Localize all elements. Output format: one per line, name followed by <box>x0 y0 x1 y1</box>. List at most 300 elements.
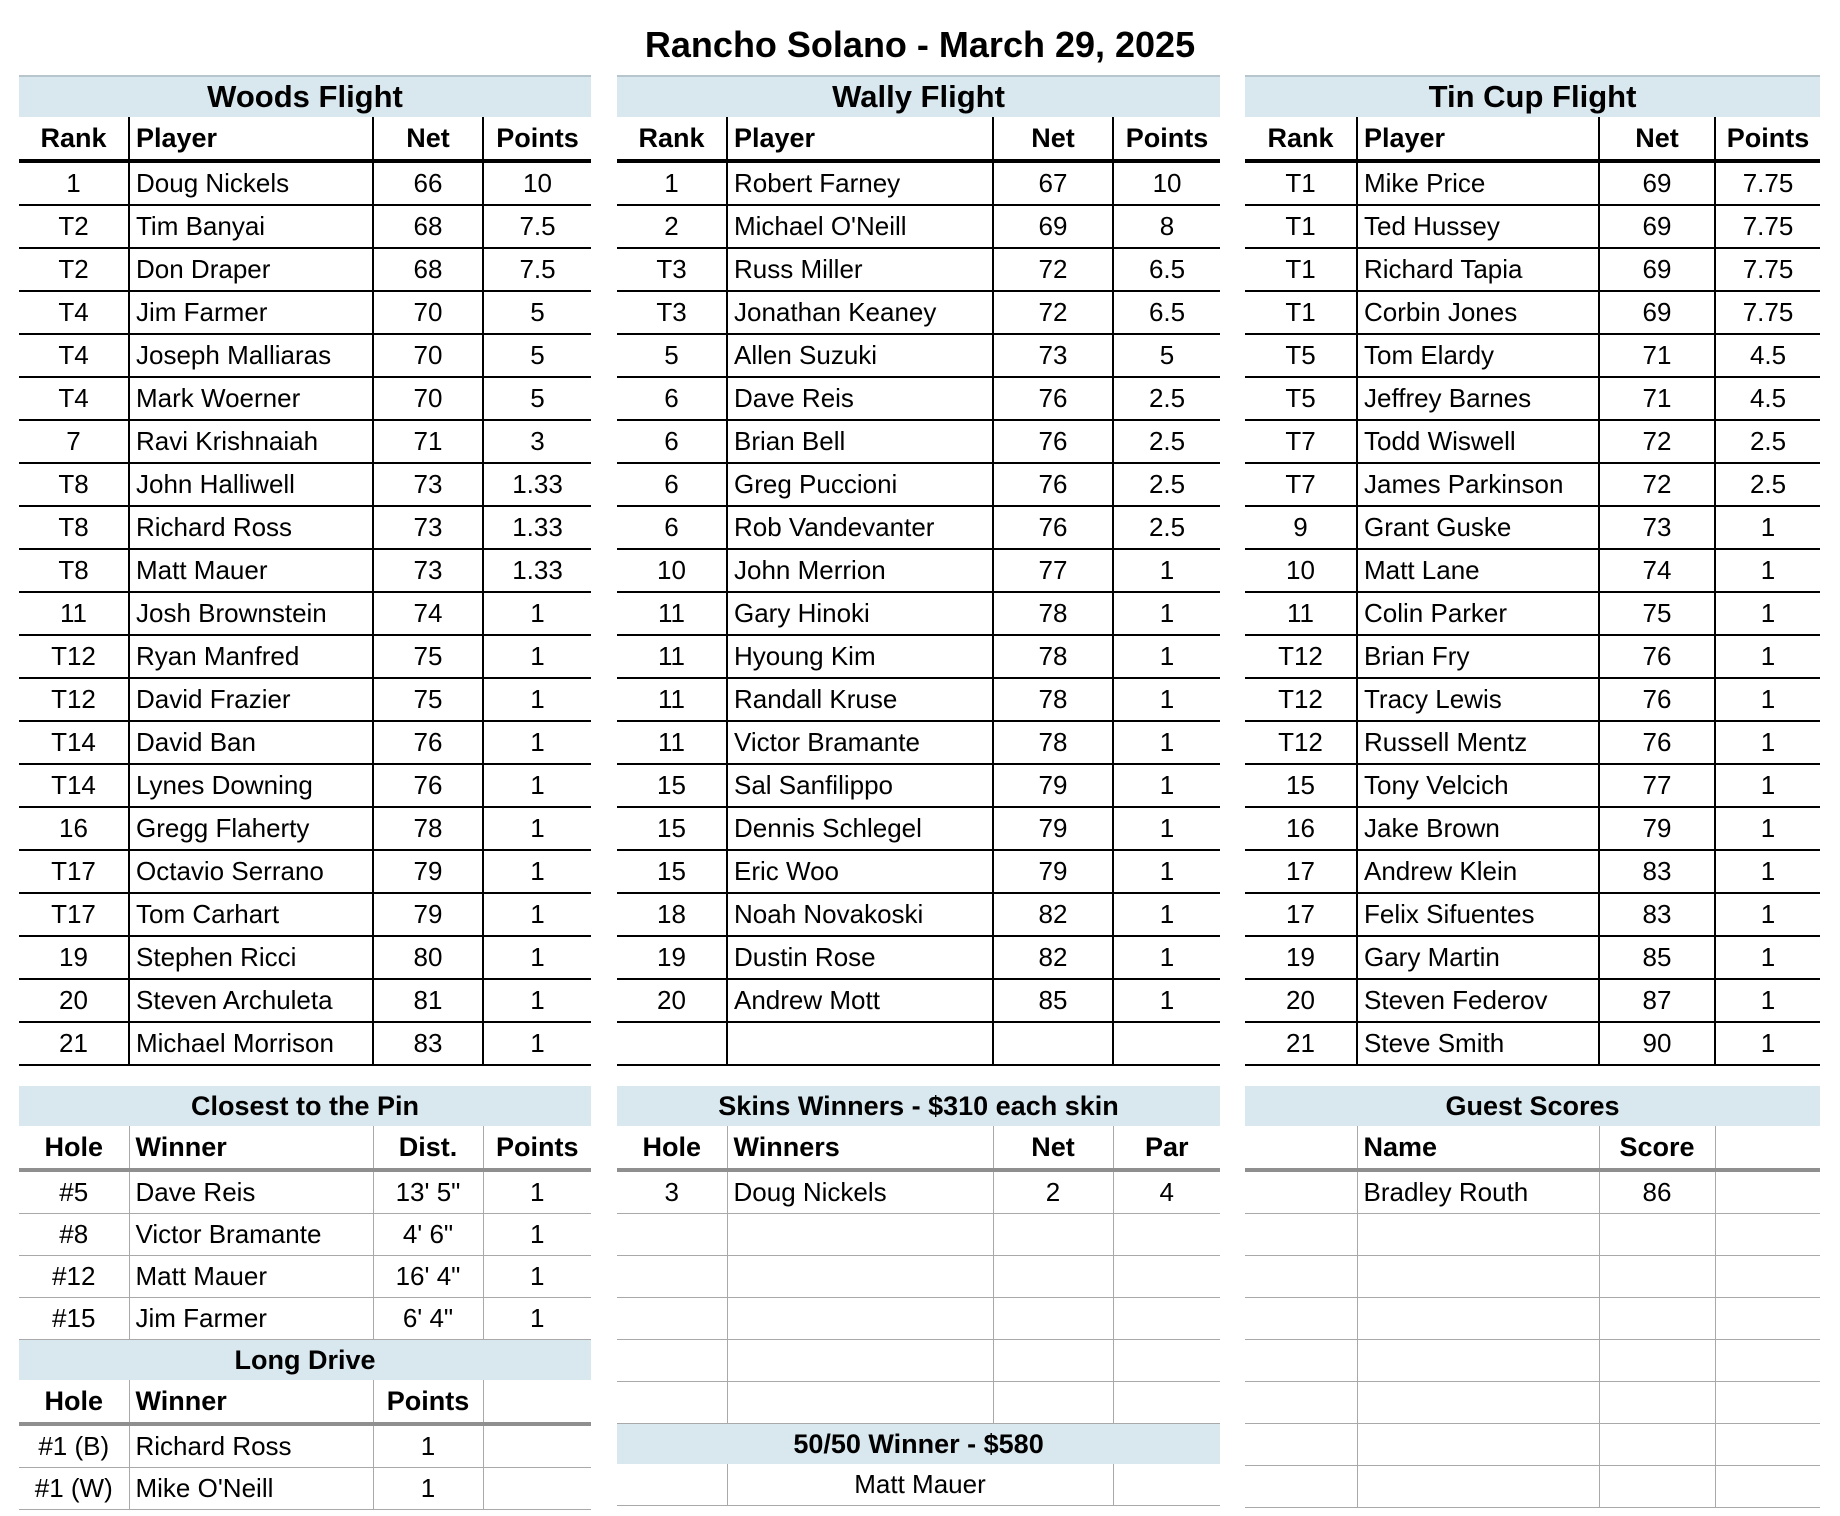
table-row <box>1245 635 1820 678</box>
table-cell: 82 <box>993 893 1113 936</box>
table-row <box>617 979 1220 1022</box>
table-cell: 79 <box>993 764 1113 807</box>
table-cell: T14 <box>19 764 129 807</box>
table-cell: 82 <box>993 936 1113 979</box>
column-header: Score <box>1599 1126 1715 1170</box>
table-cell: Mike O'Neill <box>129 1468 373 1510</box>
table-cell: 20 <box>617 979 727 1022</box>
table-cell <box>617 1340 727 1382</box>
table-row <box>617 506 1220 549</box>
guest-scores-title-text: Guest Scores <box>1245 1086 1820 1126</box>
column-header: Winner <box>129 1126 373 1170</box>
table-cell: Don Draper <box>129 248 373 291</box>
table-row <box>19 506 591 549</box>
table-cell: T12 <box>1245 635 1357 678</box>
table-cell <box>1715 1298 1820 1340</box>
table-cell <box>1599 1256 1715 1298</box>
table-row <box>19 850 591 893</box>
table-row <box>617 1170 1220 1214</box>
table-cell: 75 <box>373 635 483 678</box>
table-cell <box>1113 1382 1220 1424</box>
table-cell <box>727 1298 993 1340</box>
table-cell: 1 <box>1715 549 1820 592</box>
table-row <box>617 377 1220 420</box>
table-cell: 73 <box>373 549 483 592</box>
table-cell: Tom Elardy <box>1357 334 1599 377</box>
table-row <box>19 635 591 678</box>
table-cell: Corbin Jones <box>1357 291 1599 334</box>
table-cell: 1 <box>483 979 591 1022</box>
table-cell: Bradley Routh <box>1357 1170 1599 1214</box>
table-cell <box>617 1382 727 1424</box>
table-row <box>19 549 591 592</box>
table-row <box>19 807 591 850</box>
table-cell: Ravi Krishnaiah <box>129 420 373 463</box>
table-cell: 16 <box>1245 807 1357 850</box>
table-cell: Victor Bramante <box>129 1214 373 1256</box>
table-row <box>19 291 591 334</box>
table-cell: 74 <box>1599 549 1715 592</box>
guest-scores-header <box>1245 1126 1820 1170</box>
table-row <box>1245 1340 1820 1382</box>
flight-title <box>617 76 1220 117</box>
table-row <box>1245 549 1820 592</box>
table-cell: Mike Price <box>1357 161 1599 205</box>
table-cell: 1 <box>1715 893 1820 936</box>
column-header: Net <box>1599 117 1715 161</box>
table-row <box>617 1382 1220 1424</box>
table-cell: T8 <box>19 506 129 549</box>
column-header: Winner <box>129 1380 373 1424</box>
table-row <box>19 205 591 248</box>
table-cell: 7.5 <box>483 248 591 291</box>
table-cell: 7.75 <box>1715 291 1820 334</box>
column-header: Winners <box>727 1126 993 1170</box>
column-header: Rank <box>19 117 129 161</box>
table-cell: 73 <box>373 506 483 549</box>
table-cell: 1 <box>483 1256 591 1298</box>
table-cell: 18 <box>617 893 727 936</box>
table-row <box>1245 1466 1820 1508</box>
table-cell: 66 <box>373 161 483 205</box>
column-header: Net <box>993 117 1113 161</box>
table-cell: 1 <box>483 764 591 807</box>
flight-header-row <box>617 117 1220 161</box>
table-cell: Matt Lane <box>1357 549 1599 592</box>
table-row <box>19 1256 591 1298</box>
table-cell: 15 <box>617 764 727 807</box>
table-row <box>1245 506 1820 549</box>
table-cell: T8 <box>19 549 129 592</box>
table-row <box>617 936 1220 979</box>
table-cell: 70 <box>373 377 483 420</box>
table-cell: 16' 4" <box>373 1256 483 1298</box>
table-cell: Steve Smith <box>1357 1022 1599 1065</box>
table-cell: 69 <box>993 205 1113 248</box>
table-cell <box>1113 1464 1220 1506</box>
table-cell: 1 <box>1113 850 1220 893</box>
table-cell <box>617 1464 727 1506</box>
table-cell: 6.5 <box>1113 291 1220 334</box>
table-cell <box>1357 1424 1599 1466</box>
table-cell: T5 <box>1245 377 1357 420</box>
column-header: Rank <box>1245 117 1357 161</box>
table-cell: 1 <box>483 893 591 936</box>
column-header: Points <box>1113 117 1220 161</box>
table-cell: Eric Woo <box>727 850 993 893</box>
table-cell: Victor Bramante <box>727 721 993 764</box>
guest-scores-title <box>1245 1086 1820 1126</box>
table-row <box>617 721 1220 764</box>
column-header: Net <box>373 117 483 161</box>
table-row <box>1245 420 1820 463</box>
table-cell: 1 <box>1715 678 1820 721</box>
table-cell: T17 <box>19 850 129 893</box>
table-cell: 72 <box>1599 463 1715 506</box>
wally-column <box>617 75 1220 1506</box>
table-row <box>617 291 1220 334</box>
table-cell: 10 <box>617 549 727 592</box>
table-row <box>617 161 1220 205</box>
table-cell: 21 <box>1245 1022 1357 1065</box>
column-header: Hole <box>19 1126 129 1170</box>
table-row <box>1245 1424 1820 1466</box>
table-row <box>19 1298 591 1340</box>
table-cell <box>1599 1382 1715 1424</box>
column-header: Player <box>727 117 993 161</box>
table-cell <box>1715 1382 1820 1424</box>
table-row <box>617 549 1220 592</box>
table-cell: #1 (W) <box>19 1468 129 1510</box>
table-row <box>617 205 1220 248</box>
table-cell <box>1113 1214 1220 1256</box>
table-cell: Dennis Schlegel <box>727 807 993 850</box>
table-cell: 15 <box>1245 764 1357 807</box>
table-row <box>19 678 591 721</box>
table-cell: 1 <box>1715 764 1820 807</box>
table-cell <box>727 1256 993 1298</box>
table-cell: 5 <box>483 377 591 420</box>
table-cell: T4 <box>19 377 129 420</box>
table-cell: Hyoung Kim <box>727 635 993 678</box>
table-cell: T2 <box>19 248 129 291</box>
table-cell <box>1599 1214 1715 1256</box>
table-row <box>1245 1382 1820 1424</box>
table-row <box>19 377 591 420</box>
column-header: Par <box>1113 1126 1220 1170</box>
fifty-fifty-row <box>617 1464 1220 1506</box>
table-cell: 79 <box>993 807 1113 850</box>
table-cell: 1 <box>1113 979 1220 1022</box>
table-cell: Todd Wiswell <box>1357 420 1599 463</box>
table-row <box>617 807 1220 850</box>
table-cell: 17 <box>1245 893 1357 936</box>
table-cell: 76 <box>1599 721 1715 764</box>
table-cell <box>1245 1424 1357 1466</box>
table-cell: T2 <box>19 205 129 248</box>
table-row <box>617 1022 1220 1065</box>
table-row <box>19 979 591 1022</box>
table-cell <box>1245 1256 1357 1298</box>
table-cell: 69 <box>1599 291 1715 334</box>
closest-to-pin-title-text: Closest to the Pin <box>19 1086 591 1126</box>
table-cell: 7.75 <box>1715 205 1820 248</box>
table-cell: T4 <box>19 291 129 334</box>
table-cell: 10 <box>483 161 591 205</box>
table-cell: 6' 4" <box>373 1298 483 1340</box>
skins-title-text: Skins Winners - $310 each skin <box>617 1086 1220 1126</box>
table-cell: 11 <box>617 635 727 678</box>
table-cell <box>727 1382 993 1424</box>
table-cell: 11 <box>617 592 727 635</box>
table-row <box>1245 1170 1820 1214</box>
table-row <box>19 161 591 205</box>
table-cell: 72 <box>1599 420 1715 463</box>
table-cell: 1 <box>1113 592 1220 635</box>
table-cell: 79 <box>1599 807 1715 850</box>
table-cell <box>617 1214 727 1256</box>
table-cell: 2 <box>617 205 727 248</box>
table-cell <box>1245 1214 1357 1256</box>
column-header: Dist. <box>373 1126 483 1170</box>
table-cell: 1 <box>483 1214 591 1256</box>
table-row <box>617 1256 1220 1298</box>
table-cell: John Halliwell <box>129 463 373 506</box>
fifty-fifty-title-text: 50/50 Winner - $580 <box>617 1424 1220 1465</box>
table-row <box>1245 205 1820 248</box>
table-cell: 13' 5" <box>373 1170 483 1214</box>
long-drive-header <box>19 1380 591 1424</box>
table-cell: 1 <box>1113 635 1220 678</box>
table-cell: 73 <box>373 463 483 506</box>
table-row <box>1245 334 1820 377</box>
table-cell: Matt Mauer <box>129 549 373 592</box>
table-row <box>1245 1256 1820 1298</box>
table-cell: Gary Martin <box>1357 936 1599 979</box>
table-row <box>617 1214 1220 1256</box>
column-header: Points <box>483 117 591 161</box>
table-cell: 4 <box>1113 1170 1220 1214</box>
table-row <box>1245 678 1820 721</box>
table-cell: 76 <box>373 764 483 807</box>
table-row <box>19 1424 591 1468</box>
table-cell <box>617 1256 727 1298</box>
table-cell: 1 <box>483 678 591 721</box>
table-cell: Greg Puccioni <box>727 463 993 506</box>
table-cell: 19 <box>1245 936 1357 979</box>
table-cell <box>1715 1256 1820 1298</box>
table-row <box>19 1214 591 1256</box>
table-cell: T3 <box>617 291 727 334</box>
table-row <box>1245 377 1820 420</box>
fifty-fifty-title <box>617 1424 1220 1465</box>
table-cell: 1 <box>373 1468 483 1510</box>
table-cell: Andrew Klein <box>1357 850 1599 893</box>
table-cell: 70 <box>373 291 483 334</box>
column-header: Points <box>373 1380 483 1424</box>
table-cell <box>1113 1298 1220 1340</box>
table-row <box>1245 979 1820 1022</box>
table-cell: Mark Woerner <box>129 377 373 420</box>
table-cell: 1 <box>1715 1022 1820 1065</box>
table-row <box>1245 463 1820 506</box>
table-cell: 1 <box>483 807 591 850</box>
table-cell: 73 <box>1599 506 1715 549</box>
column-header: Name <box>1357 1126 1599 1170</box>
table-cell <box>1715 1466 1820 1508</box>
table-cell: 7.75 <box>1715 161 1820 205</box>
table-cell: 1 <box>1715 936 1820 979</box>
column-header: Points <box>1715 117 1820 161</box>
table-cell <box>1715 1340 1820 1382</box>
table-cell: 8 <box>1113 205 1220 248</box>
table-cell: 74 <box>373 592 483 635</box>
table-cell <box>1599 1466 1715 1508</box>
fifty-fifty-winner: Matt Mauer <box>727 1464 1113 1506</box>
table-cell: Steven Archuleta <box>129 979 373 1022</box>
column-header <box>1245 1126 1357 1170</box>
table-cell: T12 <box>1245 678 1357 721</box>
table-cell: 1 <box>1113 936 1220 979</box>
table-cell <box>1245 1340 1357 1382</box>
table-cell: 7.75 <box>1715 248 1820 291</box>
table-cell: 77 <box>1599 764 1715 807</box>
table-cell: 78 <box>993 721 1113 764</box>
table-cell: Jake Brown <box>1357 807 1599 850</box>
table-cell <box>1245 1466 1357 1508</box>
table-cell <box>1357 1382 1599 1424</box>
table-cell: David Ban <box>129 721 373 764</box>
table-row <box>19 334 591 377</box>
table-cell: 78 <box>993 678 1113 721</box>
table-cell: 78 <box>993 592 1113 635</box>
table-cell: 9 <box>1245 506 1357 549</box>
table-row <box>1245 248 1820 291</box>
table-cell: Michael Morrison <box>129 1022 373 1065</box>
table-cell: Richard Ross <box>129 506 373 549</box>
table-cell: 19 <box>617 936 727 979</box>
table-cell: 1 <box>1715 721 1820 764</box>
table-cell: 79 <box>373 850 483 893</box>
table-cell <box>727 1340 993 1382</box>
table-row <box>1245 291 1820 334</box>
table-cell: T1 <box>1245 161 1357 205</box>
table-cell: 68 <box>373 205 483 248</box>
table-cell: 68 <box>373 248 483 291</box>
table-cell: Colin Parker <box>1357 592 1599 635</box>
table-cell: #15 <box>19 1298 129 1340</box>
table-cell: 2.5 <box>1113 420 1220 463</box>
column-header <box>1715 1126 1820 1170</box>
table-cell: 1 <box>1715 635 1820 678</box>
table-row <box>1245 936 1820 979</box>
table-row <box>19 592 591 635</box>
table-cell: Tim Banyai <box>129 205 373 248</box>
table-cell: 1 <box>483 721 591 764</box>
table-cell: Tracy Lewis <box>1357 678 1599 721</box>
table-cell: 1.33 <box>483 463 591 506</box>
table-cell: 1 <box>1113 678 1220 721</box>
table-row <box>1245 721 1820 764</box>
flight-title <box>19 76 591 117</box>
section-spacer <box>617 1065 1220 1086</box>
table-cell: 11 <box>617 721 727 764</box>
table-cell: Dave Reis <box>727 377 993 420</box>
table-cell: Robert Farney <box>727 161 993 205</box>
table-cell <box>1715 1170 1820 1214</box>
table-row <box>19 248 591 291</box>
table-cell: T1 <box>1245 248 1357 291</box>
tin-cup-column <box>1245 75 1820 1508</box>
table-cell <box>1113 1340 1220 1382</box>
table-cell: Michael O'Neill <box>727 205 993 248</box>
table-cell: Gary Hinoki <box>727 592 993 635</box>
table-cell: Stephen Ricci <box>129 936 373 979</box>
table-cell: 71 <box>1599 334 1715 377</box>
table-cell: 1 <box>1715 850 1820 893</box>
flight-title <box>1245 76 1820 117</box>
table-cell <box>993 1382 1113 1424</box>
table-cell: 11 <box>1245 592 1357 635</box>
column-header: Hole <box>19 1380 129 1424</box>
table-cell: 1.33 <box>483 549 591 592</box>
table-cell: #12 <box>19 1256 129 1298</box>
spacer-cell <box>617 1065 1220 1086</box>
flight-table <box>19 75 591 1510</box>
table-cell: Rob Vandevanter <box>727 506 993 549</box>
table-cell: Dave Reis <box>129 1170 373 1214</box>
table-cell <box>993 1022 1113 1065</box>
table-cell: 20 <box>1245 979 1357 1022</box>
table-cell: T14 <box>19 721 129 764</box>
table-cell <box>993 1298 1113 1340</box>
table-cell: 85 <box>993 979 1113 1022</box>
table-cell <box>1357 1340 1599 1382</box>
skins-header <box>617 1126 1220 1170</box>
column-header: Hole <box>617 1126 727 1170</box>
table-cell: 76 <box>993 506 1113 549</box>
table-cell: Grant Guske <box>1357 506 1599 549</box>
table-cell <box>483 1424 591 1468</box>
spacer-cell <box>1245 1065 1820 1086</box>
table-cell: 1 <box>1715 592 1820 635</box>
table-cell <box>1357 1214 1599 1256</box>
table-cell <box>617 1298 727 1340</box>
table-cell <box>1715 1214 1820 1256</box>
table-cell: 75 <box>1599 592 1715 635</box>
flight-table <box>617 75 1220 1506</box>
table-cell: Allen Suzuki <box>727 334 993 377</box>
table-cell: T5 <box>1245 334 1357 377</box>
table-cell: 4.5 <box>1715 377 1820 420</box>
table-cell: 1 <box>373 1424 483 1468</box>
table-cell: T3 <box>617 248 727 291</box>
table-row <box>617 850 1220 893</box>
table-row <box>19 1468 591 1510</box>
table-cell: T12 <box>19 635 129 678</box>
table-cell: 83 <box>1599 893 1715 936</box>
table-cell: Andrew Mott <box>727 979 993 1022</box>
table-cell: 2.5 <box>1113 377 1220 420</box>
table-cell <box>1599 1340 1715 1382</box>
table-cell: 1 <box>19 161 129 205</box>
table-cell: T8 <box>19 463 129 506</box>
table-cell: 2.5 <box>1113 506 1220 549</box>
table-row <box>1245 1022 1820 1065</box>
table-cell <box>993 1214 1113 1256</box>
column-header: Rank <box>617 117 727 161</box>
table-cell: 1 <box>483 1170 591 1214</box>
